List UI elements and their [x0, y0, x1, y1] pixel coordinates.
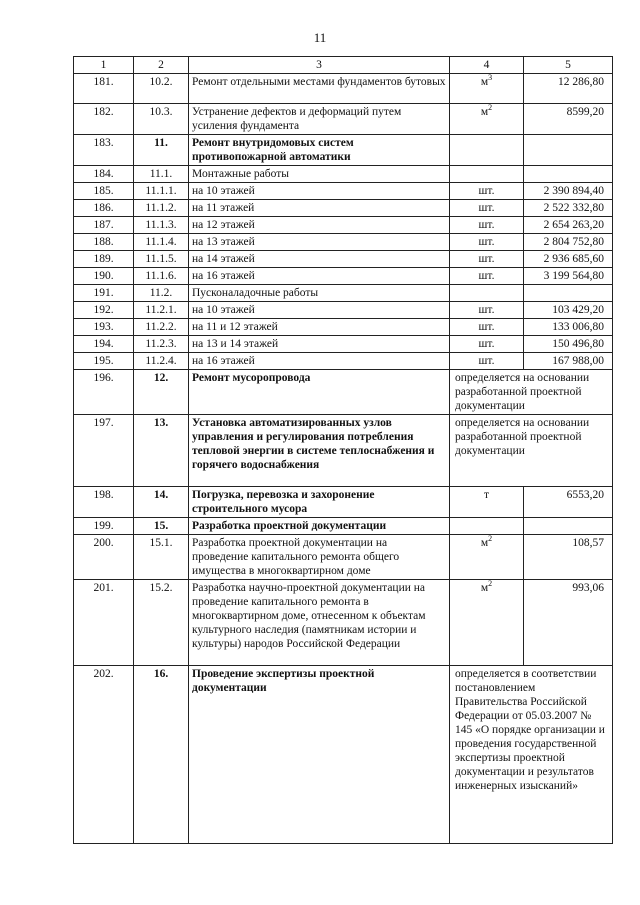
value-cell: 8599,20	[524, 104, 613, 135]
unit-superscript: 3	[488, 73, 493, 83]
value-cell: 12 286,80	[524, 74, 613, 104]
work-name-cell: Разработка научно-проектной документации на проведение капитального ремонта в многоквартирном доме, отнесенном к объектам культурного наследия (памятникам истории и культуры) народов Российской Федерации	[189, 580, 450, 666]
unit-cell	[450, 302, 524, 319]
work-name-cell: Устранение дефектов и деформаций путем усиления фундамента	[189, 104, 450, 135]
unit-text: т	[483, 489, 490, 501]
value-cell: 2 390 894,40	[524, 183, 613, 200]
table-row	[74, 518, 613, 535]
item-code-cell: 11.1.	[134, 166, 189, 183]
column-number-header	[74, 57, 613, 74]
row-number-cell: 185.	[74, 183, 134, 200]
unit-cell	[450, 234, 524, 251]
unit-cell	[450, 251, 524, 268]
work-name-cell: Ремонт отдельными местами фундаментов бутовых	[189, 74, 450, 104]
value-cell	[524, 166, 613, 183]
item-code-cell: 12.	[134, 370, 189, 415]
table-row	[74, 104, 613, 135]
row-number-cell: 183.	[74, 135, 134, 166]
row-number-cell: 181.	[74, 74, 134, 104]
row-number-cell: 198.	[74, 487, 134, 518]
table-row	[74, 251, 613, 268]
item-code-cell: 11.2.1.	[134, 302, 189, 319]
row-number-cell: 201.	[74, 580, 134, 666]
work-name-cell: Разработка проектной документации на проведение капитального ремонта общего имущества в многоквартирном доме	[189, 535, 450, 580]
table-row	[74, 535, 613, 580]
unit-text: шт.	[478, 185, 495, 197]
row-number-cell: 187.	[74, 217, 134, 234]
unit-text: шт.	[478, 304, 495, 316]
item-code-cell: 10.2.	[134, 74, 189, 104]
work-name-cell: на 14 этажей	[189, 251, 450, 268]
value-cell: 2 804 752,80	[524, 234, 613, 251]
unit-cell	[450, 200, 524, 217]
value-cell: 2 936 685,60	[524, 251, 613, 268]
item-code-cell: 11.2.2.	[134, 319, 189, 336]
work-name-cell: на 11 этажей	[189, 200, 450, 217]
unit-text: шт.	[478, 202, 495, 214]
unit-text: шт.	[478, 338, 495, 350]
unit-cell	[450, 74, 524, 104]
table-row	[74, 285, 613, 302]
value-cell: 993,06	[524, 580, 613, 666]
unit-superscript: 2	[488, 103, 493, 113]
unit-cell	[450, 183, 524, 200]
work-name-cell: Пусконаладочные работы	[189, 285, 450, 302]
table-row	[74, 319, 613, 336]
item-code-cell: 11.2.3.	[134, 336, 189, 353]
unit-cell	[450, 336, 524, 353]
item-code-cell: 11.1.1.	[134, 183, 189, 200]
work-name-cell: на 10 этажей	[189, 183, 450, 200]
row-number-cell: 193.	[74, 319, 134, 336]
item-code-cell: 11.1.3.	[134, 217, 189, 234]
work-name-cell: Погрузка, перевозка и захоронение строительного мусора	[189, 487, 450, 518]
row-number-cell: 191.	[74, 285, 134, 302]
unit-cell	[450, 166, 524, 183]
row-number-cell: 184.	[74, 166, 134, 183]
table-row	[74, 234, 613, 251]
cost-note-cell: определяется в соответствии постановлением Правительства Российской Федерации от 05.03.2007 № 145 «О порядке организации и проведения государственной экспертизы проектной документации и результатов инженерных изысканий»	[450, 666, 613, 844]
row-number-cell: 200.	[74, 535, 134, 580]
row-number-cell: 199.	[74, 518, 134, 535]
item-code-cell: 16.	[134, 666, 189, 844]
unit-cell	[450, 104, 524, 135]
unit-cell	[450, 135, 524, 166]
unit-text: шт.	[478, 355, 495, 367]
table-row	[74, 336, 613, 353]
item-code-cell: 13.	[134, 415, 189, 487]
row-number-cell: 186.	[74, 200, 134, 217]
cost-note-cell: определяется на основании разработанной проектной документации	[450, 415, 613, 487]
value-cell: 108,57	[524, 535, 613, 580]
table-row	[74, 166, 613, 183]
unit-cell	[450, 580, 524, 666]
row-number-cell: 188.	[74, 234, 134, 251]
unit-text: шт.	[478, 236, 495, 248]
unit-cell	[450, 518, 524, 535]
table-row	[74, 217, 613, 234]
row-number-cell: 194.	[74, 336, 134, 353]
unit-cell	[450, 319, 524, 336]
item-code-cell: 11.1.6.	[134, 268, 189, 285]
table-row	[74, 370, 613, 415]
row-number-cell: 202.	[74, 666, 134, 844]
value-cell: 2 654 263,20	[524, 217, 613, 234]
row-number-cell: 195.	[74, 353, 134, 370]
item-code-cell: 11.2.4.	[134, 353, 189, 370]
row-number-cell: 190.	[74, 268, 134, 285]
value-cell: 103 429,20	[524, 302, 613, 319]
value-cell: 150 496,80	[524, 336, 613, 353]
unit-cell	[450, 535, 524, 580]
table-row	[74, 580, 613, 666]
unit-superscript: 2	[488, 534, 493, 544]
value-cell: 6553,20	[524, 487, 613, 518]
table-row	[74, 487, 613, 518]
unit-cell	[450, 353, 524, 370]
unit-text: шт.	[478, 219, 495, 231]
work-name-cell: на 16 этажей	[189, 268, 450, 285]
header-cell: 3	[189, 57, 450, 74]
table-row	[74, 666, 613, 844]
unit-text: м	[480, 582, 489, 594]
item-code-cell: 11.	[134, 135, 189, 166]
row-number-cell: 197.	[74, 415, 134, 487]
unit-text: м	[480, 106, 489, 118]
value-cell: 3 199 564,80	[524, 268, 613, 285]
header-cell: 5	[524, 57, 613, 74]
work-name-cell: Проведение экспертизы проектной документации	[189, 666, 450, 844]
item-code-cell: 11.1.2.	[134, 200, 189, 217]
unit-cell	[450, 217, 524, 234]
value-cell	[524, 518, 613, 535]
work-name-cell: Разработка проектной документации	[189, 518, 450, 535]
unit-text: м	[480, 537, 489, 549]
header-cell: 1	[74, 57, 134, 74]
item-code-cell: 15.2.	[134, 580, 189, 666]
cost-note-cell: определяется на основании разработанной проектной документации	[450, 370, 613, 415]
unit-text: шт.	[478, 321, 495, 333]
page-number: 11	[313, 30, 327, 45]
work-name-cell: Ремонт внутридомовых систем противопожарной автоматики	[189, 135, 450, 166]
row-number-cell: 189.	[74, 251, 134, 268]
header-cell: 2	[134, 57, 189, 74]
work-name-cell: Монтажные работы	[189, 166, 450, 183]
table-row	[74, 302, 613, 319]
table-row	[74, 183, 613, 200]
value-cell	[524, 285, 613, 302]
item-code-cell: 11.2.	[134, 285, 189, 302]
table-row	[74, 74, 613, 104]
unit-cell	[450, 268, 524, 285]
table-row	[74, 200, 613, 217]
item-code-cell: 14.	[134, 487, 189, 518]
unit-superscript: 2	[488, 579, 493, 589]
unit-cell	[450, 285, 524, 302]
value-cell	[524, 135, 613, 166]
work-name-cell: на 11 и 12 этажей	[189, 319, 450, 336]
unit-text: м	[480, 76, 489, 88]
item-code-cell: 15.1.	[134, 535, 189, 580]
row-number-cell: 192.	[74, 302, 134, 319]
value-cell: 2 522 332,80	[524, 200, 613, 217]
table-row	[74, 135, 613, 166]
item-code-cell: 11.1.5.	[134, 251, 189, 268]
unit-text: шт.	[478, 270, 495, 282]
row-number-cell: 182.	[74, 104, 134, 135]
item-code-cell: 10.3.	[134, 104, 189, 135]
work-name-cell: на 16 этажей	[189, 353, 450, 370]
unit-cell	[450, 487, 524, 518]
table-row	[74, 353, 613, 370]
unit-text: шт.	[478, 253, 495, 265]
work-name-cell: на 12 этажей	[189, 217, 450, 234]
work-name-cell: на 13 и 14 этажей	[189, 336, 450, 353]
value-cell: 133 006,80	[524, 319, 613, 336]
work-name-cell: на 10 этажей	[189, 302, 450, 319]
table-row	[74, 415, 613, 487]
item-code-cell: 15.	[134, 518, 189, 535]
table-row	[74, 268, 613, 285]
item-code-cell: 11.1.4.	[134, 234, 189, 251]
header-cell: 4	[450, 57, 524, 74]
work-name-cell: на 13 этажей	[189, 234, 450, 251]
value-cell: 167 988,00	[524, 353, 613, 370]
estimate-table	[73, 56, 613, 844]
row-number-cell: 196.	[74, 370, 134, 415]
work-name-cell: Установка автоматизированных узлов управления и регулирования потребления тепловой энергии в системе теплоснабжения и горячего водоснабжения	[189, 415, 450, 487]
work-name-cell: Ремонт мусоропровода	[189, 370, 450, 415]
